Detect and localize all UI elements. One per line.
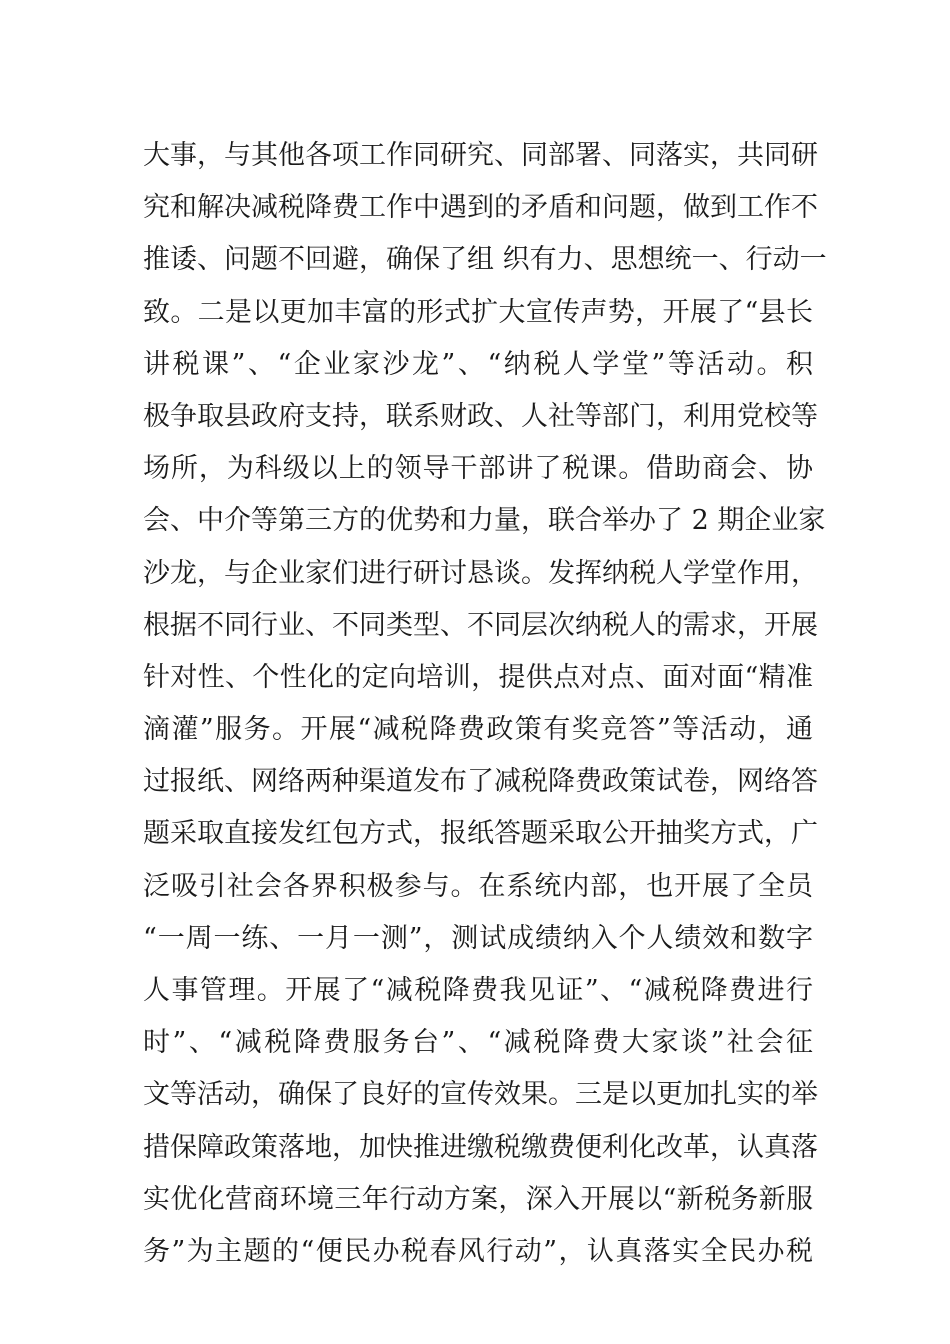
text-line: 讲税课”、“企业家沙龙”、“纳税人学堂”等活动。积 (143, 348, 813, 380)
text-line: 人事管理。开展了“减税降费我见证”、“减税降费进行 (143, 975, 813, 1006)
text-line: 极争取县政府支持，联系财政、人社等部门，利用党校等 (143, 400, 818, 432)
text-line: 时”、“减税降费服务台”、“减税降费大家谈”社会征 (143, 1027, 813, 1059)
text-line: 务”为主题的“便民办税春风行动”，认真落实全民办税 (143, 1235, 813, 1267)
body-paragraph (143, 132, 827, 1280)
text-line: 针对性、个性化的定向培训，提供点对点、面对面“精准 (143, 661, 813, 693)
text-line: 措保障政策落地，加快推进缴税缴费便利化改革，认真落 (143, 1131, 818, 1163)
text-line: 究和解决减税降费工作中遇到的矛盾和问题，做到工作不 (143, 192, 818, 224)
text-line: 沙龙，与企业家们进行研讨恳谈。发挥纳税人学堂作用， (143, 557, 818, 589)
text-line: 大事，与其他各项工作同研究、同部署、同落实，共同研 (143, 140, 818, 171)
text-line: 场所，为科级以上的领导干部讲了税课。借助商会、协 (143, 453, 813, 485)
text-line: 滴灌”服务。开展“减税降费政策有奖竞答”等活动，通 (143, 714, 813, 746)
text-line: 会、中介等第三方的优势和力量，联合举办了 2 期企业家 (143, 505, 826, 537)
text-line: 文等活动，确保了良好的宣传效果。三是以更加扎实的举 (143, 1079, 818, 1111)
text-line: 实优化营商环境三年行动方案，深入开展以“新税务新服 (143, 1183, 813, 1215)
text-line: 题采取直接发红包方式，报纸答题采取公开抽奖方式，广 (143, 818, 818, 850)
text-line: 推诿、问题不回避，确保了组 织有力、思想统一、行动一 (143, 244, 827, 276)
text-line: 根据不同行业、不同类型、不同层次纳税人的需求，开展 (143, 609, 818, 641)
text-line: 泛吸引社会各界积极参与。在系统内部，也开展了全员 (143, 870, 813, 902)
text-line: “一周一练、一月一测”，测试成绩纳入个人绩效和数字 (143, 922, 813, 954)
text-line: 致。二是以更加丰富的形式扩大宣传声势，开展了“县长 (143, 296, 813, 328)
text-line: 过报纸、网络两种渠道发布了减税降费政策试卷，网络答 (143, 766, 818, 798)
